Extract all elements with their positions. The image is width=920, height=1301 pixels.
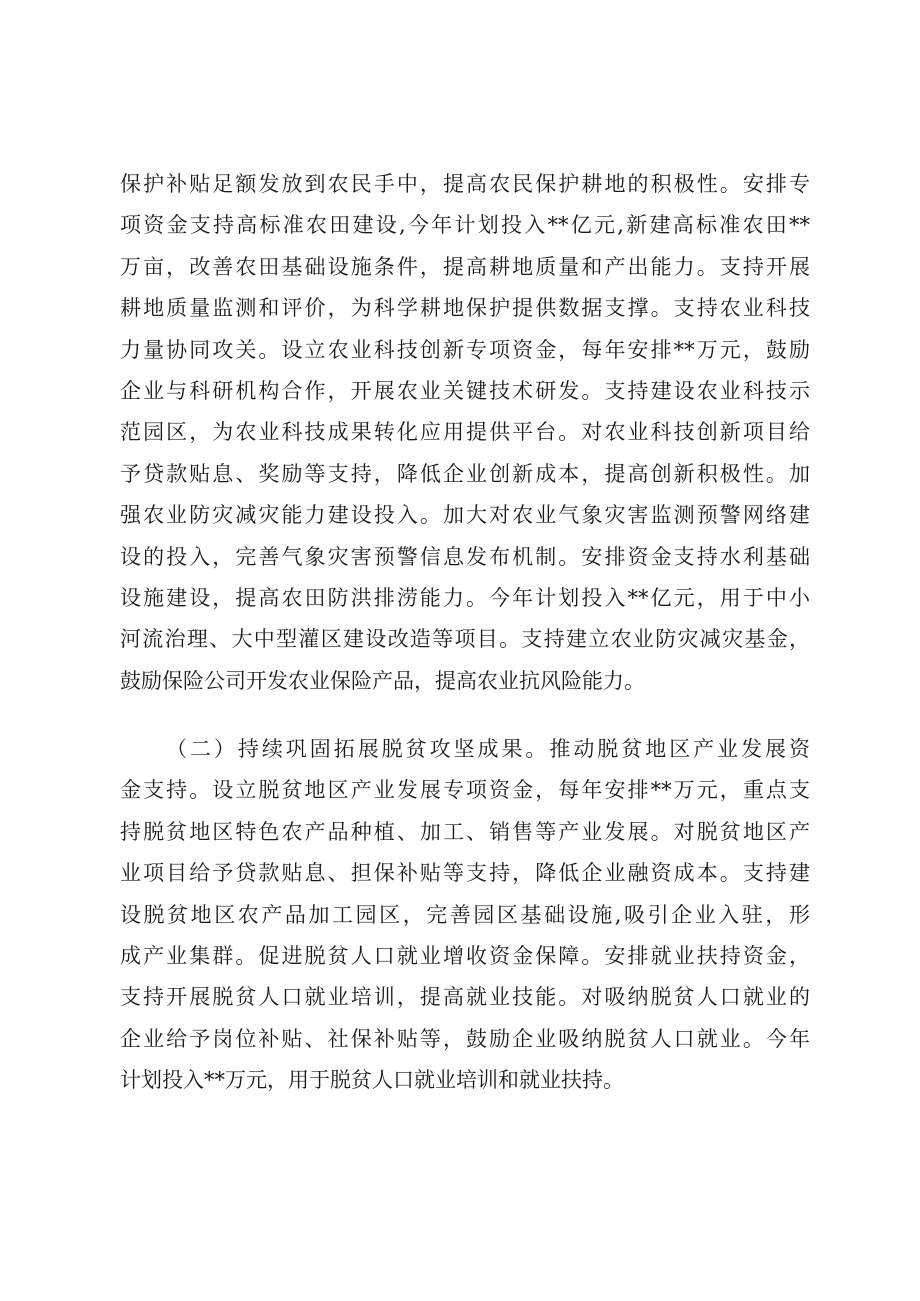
paragraph-line: 金支持。设立脱贫地区产业发展专项资金，每年安排**万元，重点支: [120, 778, 810, 803]
paragraph-line: 万亩，改善农田基础设施条件，提高耕地质量和产出能力。支持开展: [120, 254, 810, 279]
paragraph-line: 强农业防灾减灾能力建设投入。加大对农业气象灾害监测预警网络建: [120, 503, 810, 528]
section-heading-line: （二）持续巩固拓展脱贫攻坚成果。推动脱贫地区产业发展资: [166, 737, 810, 761]
paragraph-line: 设脱贫地区农产品加工园区，完善园区基础设施,吸引企业入驻，形: [120, 902, 810, 927]
paragraph-line: 保护补贴足额发放到农民手中，提高农民保护耕地的积极性。安排专: [120, 172, 810, 196]
paragraph-line: 持脱贫地区特色农产品种植、加工、销售等产业发展。对脱贫地区产: [120, 819, 810, 844]
paragraph-line: 鼓励保险公司开发农业保险产品，提高农业抗风险能力。: [120, 668, 645, 693]
paragraph-line: 成产业集群。促进脱贫人口就业增收资金保障。安排就业扶持资金，: [120, 943, 810, 968]
paragraph-line: 河流治理、大中型灌区建设改造等项目。支持建立农业防灾减灾基金，: [120, 627, 810, 652]
paragraph-farmland-support: [120, 164, 810, 702]
paragraph-line: 企业与科研机构合作，开展农业关键技术研发。支持建设农业科技示: [120, 378, 810, 403]
paragraph-line: 企业给予岗位补贴、社保补贴等，鼓励企业吸纳脱贫人口就业。今年: [120, 1026, 810, 1051]
paragraph-line: 力量协同攻关。设立农业科技创新专项资金，每年安排**万元，鼓励: [120, 337, 810, 362]
paragraph-poverty-alleviation: [120, 729, 810, 1102]
paragraph-line: 项资金支持高标准农田建设,今年计划投入**亿元,新建高标准农田**: [120, 213, 810, 238]
paragraph-line: 设施建设，提高农田防洪排涝能力。今年计划投入**亿元，用于中小: [120, 585, 810, 610]
paragraph-line: 予贷款贴息、奖励等支持，降低企业创新成本，提高创新积极性。加: [120, 461, 810, 486]
paragraph-line: 业项目给予贷款贴息、担保补贴等支持，降低企业融资成本。支持建: [120, 861, 810, 886]
paragraph-line: 范园区，为农业科技成果转化应用提供平台。对农业科技创新项目给: [120, 420, 810, 445]
paragraph-line: 耕地质量监测和评价，为科学耕地保护提供数据支撑。支持农业科技: [120, 296, 810, 321]
paragraph-line: 计划投入**万元，用于脱贫人口就业培训和就业扶持。: [120, 1068, 624, 1093]
paragraph-line: 支持开展脱贫人口就业培训，提高就业技能。对吸纳脱贫人口就业的: [120, 985, 810, 1010]
paragraph-line: 设的投入，完善气象灾害预警信息发布机制。安排资金支持水利基础: [120, 544, 810, 569]
